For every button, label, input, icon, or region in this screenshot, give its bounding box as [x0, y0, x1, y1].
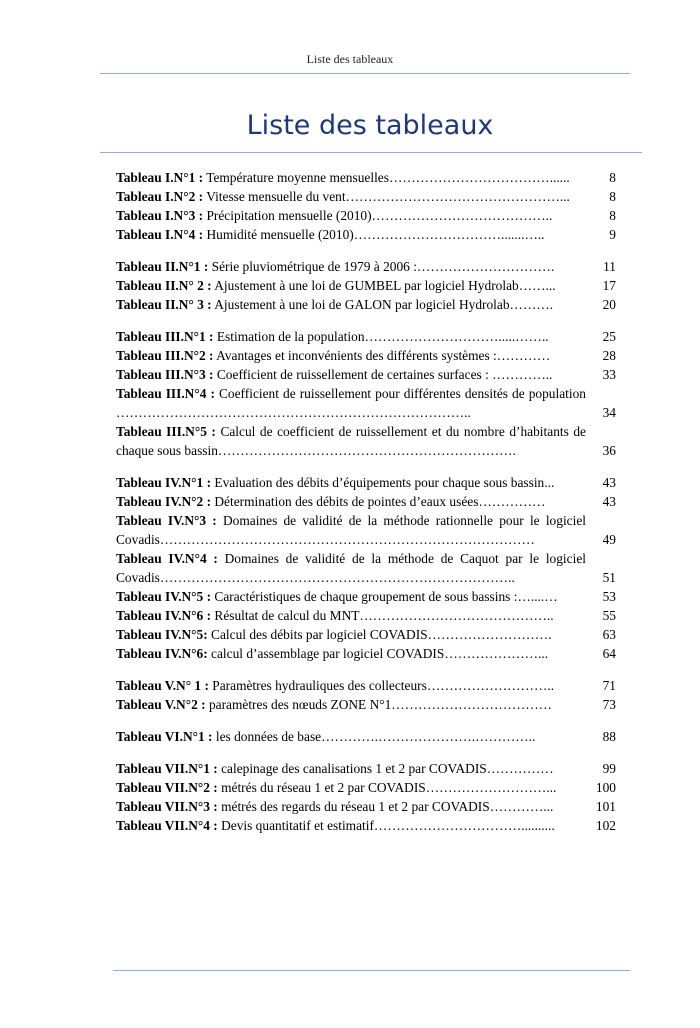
- toc-entry-text: [116, 206, 586, 225]
- table-group: [116, 759, 616, 835]
- toc-entry-title: Evaluation des débits d’équipements pour chaque sous bassin...: [214, 475, 555, 490]
- table-group: [116, 727, 616, 746]
- toc-entry-text: [116, 549, 586, 587]
- toc-entry[interactable]: [116, 816, 616, 835]
- toc-entry-text: [116, 473, 586, 492]
- toc-entry-text: [116, 168, 586, 187]
- toc-entry-text: [116, 625, 586, 644]
- toc-page-number: 99: [602, 761, 616, 776]
- toc-entry[interactable]: [116, 327, 616, 346]
- toc-entry-title: Série pluviométrique de 1979 à 2006 :………………………….: [211, 259, 555, 274]
- toc-entry-title: Précipitation mensuelle (2010)…………………………………..: [206, 208, 553, 223]
- toc-entry[interactable]: [116, 797, 616, 816]
- toc-entry[interactable]: [116, 276, 616, 295]
- toc-entry-title: Détermination des débits de pointes d’eaux usées……………: [214, 494, 546, 509]
- running-header: Liste des tableaux: [306, 52, 394, 66]
- toc-entry-label: Tableau I.N°4 :: [116, 227, 204, 242]
- toc-entry-text: [116, 676, 586, 695]
- toc-entry-title: Domaines de validité de la méthode rationnelle pour le logiciel Covadis…………………………………………………………………………: [116, 513, 586, 547]
- table-group: [116, 676, 616, 714]
- table-group: [116, 473, 616, 663]
- toc-entry-title: Résultat de calcul du MNT……………………………………..: [214, 608, 554, 623]
- toc-entry-text: [116, 606, 586, 625]
- toc-entry-title: métrés des regards du réseau 1 et 2 par COVADIS…………...: [221, 799, 554, 814]
- toc-entry[interactable]: [116, 606, 616, 625]
- toc-entry-text: [116, 644, 586, 663]
- toc-entry[interactable]: [116, 473, 616, 492]
- toc-entry[interactable]: [116, 625, 616, 644]
- toc-entry-title: Paramètres hydrauliques des collecteurs………………………..: [212, 678, 555, 693]
- toc-entry-title: Avantages et inconvénients des différents systèmes :…………: [216, 348, 551, 363]
- toc-page-number: 8: [609, 189, 616, 204]
- toc-entry-title: Coefficient de ruissellement de certaines surfaces : …………..: [216, 367, 553, 382]
- toc-page-number: 11: [603, 259, 616, 274]
- toc-entry-text: [116, 759, 586, 778]
- toc-page-number: 64: [602, 646, 616, 661]
- toc-entry[interactable]: [116, 676, 616, 695]
- footer-rule: [113, 970, 630, 971]
- header-rule: [100, 73, 630, 74]
- toc-page-number: 28: [602, 348, 616, 363]
- toc-entry-text: [116, 778, 586, 797]
- toc-entry-title: Ajustement à une loi de GUMBEL par logiciel Hydrolab……...: [214, 278, 556, 293]
- toc-page-number: 43: [602, 475, 616, 490]
- table-list: [116, 168, 616, 848]
- toc-entry[interactable]: [116, 206, 616, 225]
- toc-page-number: 43: [602, 494, 616, 509]
- toc-page-number: 73: [602, 697, 616, 712]
- toc-entry-text: [116, 257, 586, 276]
- toc-entry-text: [116, 187, 586, 206]
- toc-entry-text: [116, 225, 586, 244]
- toc-entry[interactable]: [116, 295, 616, 314]
- toc-entry-label: Tableau I.N°3 :: [116, 208, 204, 223]
- toc-entry-text: [116, 695, 586, 714]
- toc-entry-text: [116, 276, 586, 295]
- toc-page-number: 17: [602, 278, 616, 293]
- toc-entry[interactable]: [116, 365, 616, 384]
- table-group: [116, 257, 616, 314]
- toc-page-number: 8: [609, 170, 616, 185]
- toc-entry-label: Tableau IV.N°5:: [116, 627, 208, 642]
- toc-entry-label: Tableau II.N° 2 :: [116, 278, 212, 293]
- toc-entry-label: Tableau IV.N°6:: [116, 646, 208, 661]
- toc-entry-text: [116, 511, 586, 549]
- toc-entry-label: Tableau VII.N°2 :: [116, 780, 218, 795]
- toc-page-number: 100: [595, 780, 616, 795]
- toc-entry-title: Humidité mensuelle (2010)…………………………….......…..: [206, 227, 545, 242]
- toc-entry-label: Tableau I.N°2 :: [116, 189, 204, 204]
- toc-entry[interactable]: [116, 187, 616, 206]
- table-group: [116, 327, 616, 460]
- toc-page-number: 33: [602, 367, 616, 382]
- toc-page-number: 34: [602, 405, 616, 420]
- toc-entry-label: Tableau III.N°1 :: [116, 329, 214, 344]
- toc-page-number: 71: [602, 678, 616, 693]
- toc-entry-title: Vitesse mensuelle du vent…………………………………………...: [206, 189, 570, 204]
- toc-entry-label: Tableau V.N° 1 :: [116, 678, 209, 693]
- toc-entry-title: paramètres des nœuds ZONE N°1………………………………: [208, 697, 552, 712]
- page-title: Liste des tableaux: [246, 110, 494, 141]
- toc-entry[interactable]: [116, 225, 616, 244]
- toc-entry-label: Tableau VI.N°1 :: [116, 729, 213, 744]
- toc-page-number: 20: [602, 297, 616, 312]
- toc-page-number: 8: [609, 208, 616, 223]
- toc-entry-title: les données de base………….………………….…………..: [215, 729, 536, 744]
- toc-entry-label: Tableau III.N°5 :: [116, 424, 216, 439]
- toc-entry-label: Tableau III.N°2 :: [116, 348, 214, 363]
- toc-page-number: 51: [602, 570, 616, 585]
- toc-entry[interactable]: [116, 759, 616, 778]
- toc-entry-label: Tableau VII.N°1 :: [116, 761, 218, 776]
- toc-entry-label: Tableau V.N°2 :: [116, 697, 206, 712]
- toc-entry[interactable]: [116, 384, 616, 422]
- toc-entry-label: Tableau VII.N°4 :: [116, 818, 218, 833]
- toc-entry[interactable]: [116, 644, 616, 663]
- toc-entry-label: Tableau IV.N°2 :: [116, 494, 212, 509]
- toc-entry-text: [116, 422, 586, 460]
- toc-page-number: 49: [602, 532, 616, 547]
- toc-entry[interactable]: [116, 695, 616, 714]
- toc-entry-title: calcul d’assemblage par logiciel COVADIS…………………...: [211, 646, 549, 661]
- toc-entry-label: Tableau IV.N°6 :: [116, 608, 212, 623]
- title-rule: [100, 152, 642, 153]
- toc-page-number: 102: [595, 818, 616, 833]
- toc-entry-title: Ajustement à une loi de GALON par logiciel Hydrolab……….: [214, 297, 554, 312]
- toc-entry-text: [116, 295, 586, 314]
- toc-entry-text: [116, 384, 586, 422]
- toc-entry[interactable]: [116, 346, 616, 365]
- toc-entry[interactable]: [116, 549, 616, 587]
- toc-entry-title: métrés du réseau 1 et 2 par COVADIS………………………...: [221, 780, 557, 795]
- toc-entry-title: Domaines de validité de la méthode de Caquot par le logiciel Covadis……………………………………………………………………..: [116, 551, 586, 585]
- toc-page-number: 9: [609, 227, 616, 242]
- toc-entry[interactable]: [116, 511, 616, 549]
- table-group: [116, 168, 616, 244]
- toc-entry-text: [116, 365, 586, 384]
- toc-entry[interactable]: [116, 778, 616, 797]
- toc-entry[interactable]: [116, 168, 616, 187]
- toc-page-number: 53: [602, 589, 616, 604]
- toc-entry-text: [116, 346, 586, 365]
- toc-entry-title: Estimation de la population………………………….....……..: [216, 329, 549, 344]
- toc-entry-label: Tableau IV.N°3 :: [116, 513, 217, 528]
- toc-entry-text: [116, 327, 586, 346]
- toc-entry-label: Tableau IV.N°1 :: [116, 475, 212, 490]
- toc-entry-title: Calcul des débits par logiciel COVADIS……………………….: [211, 627, 552, 642]
- toc-page-number: 25: [602, 329, 616, 344]
- toc-entry-title: Calcul de coefficient de ruissellement et du nombre d’habitants de chaque sous bassin………………………………………………………….: [116, 424, 586, 458]
- toc-entry[interactable]: [116, 257, 616, 276]
- toc-entry[interactable]: [116, 587, 616, 606]
- toc-entry-label: Tableau III.N°3 :: [116, 367, 214, 382]
- toc-page-number: 36: [602, 443, 616, 458]
- toc-entry-label: Tableau II.N° 3 :: [116, 297, 212, 312]
- toc-entry-title: Caractéristiques de chaque groupement de sous bassins :…....…: [214, 589, 558, 604]
- toc-entry-title: calepinage des canalisations 1 et 2 par COVADIS……………: [221, 761, 554, 776]
- toc-entry-text: [116, 492, 586, 511]
- toc-entry[interactable]: [116, 727, 616, 746]
- toc-entry-label: Tableau II.N°1 :: [116, 259, 209, 274]
- toc-entry[interactable]: [116, 422, 616, 460]
- toc-page-number: 101: [595, 799, 616, 814]
- toc-entry-label: Tableau IV.N°5 :: [116, 589, 212, 604]
- toc-entry-text: [116, 587, 586, 606]
- toc-entry-text: [116, 727, 586, 746]
- toc-entry[interactable]: [116, 492, 616, 511]
- toc-entry-text: [116, 797, 586, 816]
- toc-entry-title: Température moyenne mensuelles………………………………......: [206, 170, 570, 185]
- toc-page-number: 55: [602, 608, 616, 623]
- toc-entry-label: Tableau VII.N°3 :: [116, 799, 218, 814]
- toc-entry-label: Tableau III.N°4 :: [116, 386, 215, 401]
- toc-entry-label: Tableau IV.N°4 :: [116, 551, 218, 566]
- toc-page-number: 63: [602, 627, 616, 642]
- toc-entry-title: Devis quantitatif et estimatif……………………………..........: [221, 818, 555, 833]
- toc-entry-label: Tableau I.N°1 :: [116, 170, 204, 185]
- toc-entry-text: [116, 816, 586, 835]
- toc-page-number: 88: [602, 729, 616, 744]
- toc-entry-title: Coefficient de ruissellement pour différentes densités de population ……………………………………………………………………..: [116, 386, 586, 420]
